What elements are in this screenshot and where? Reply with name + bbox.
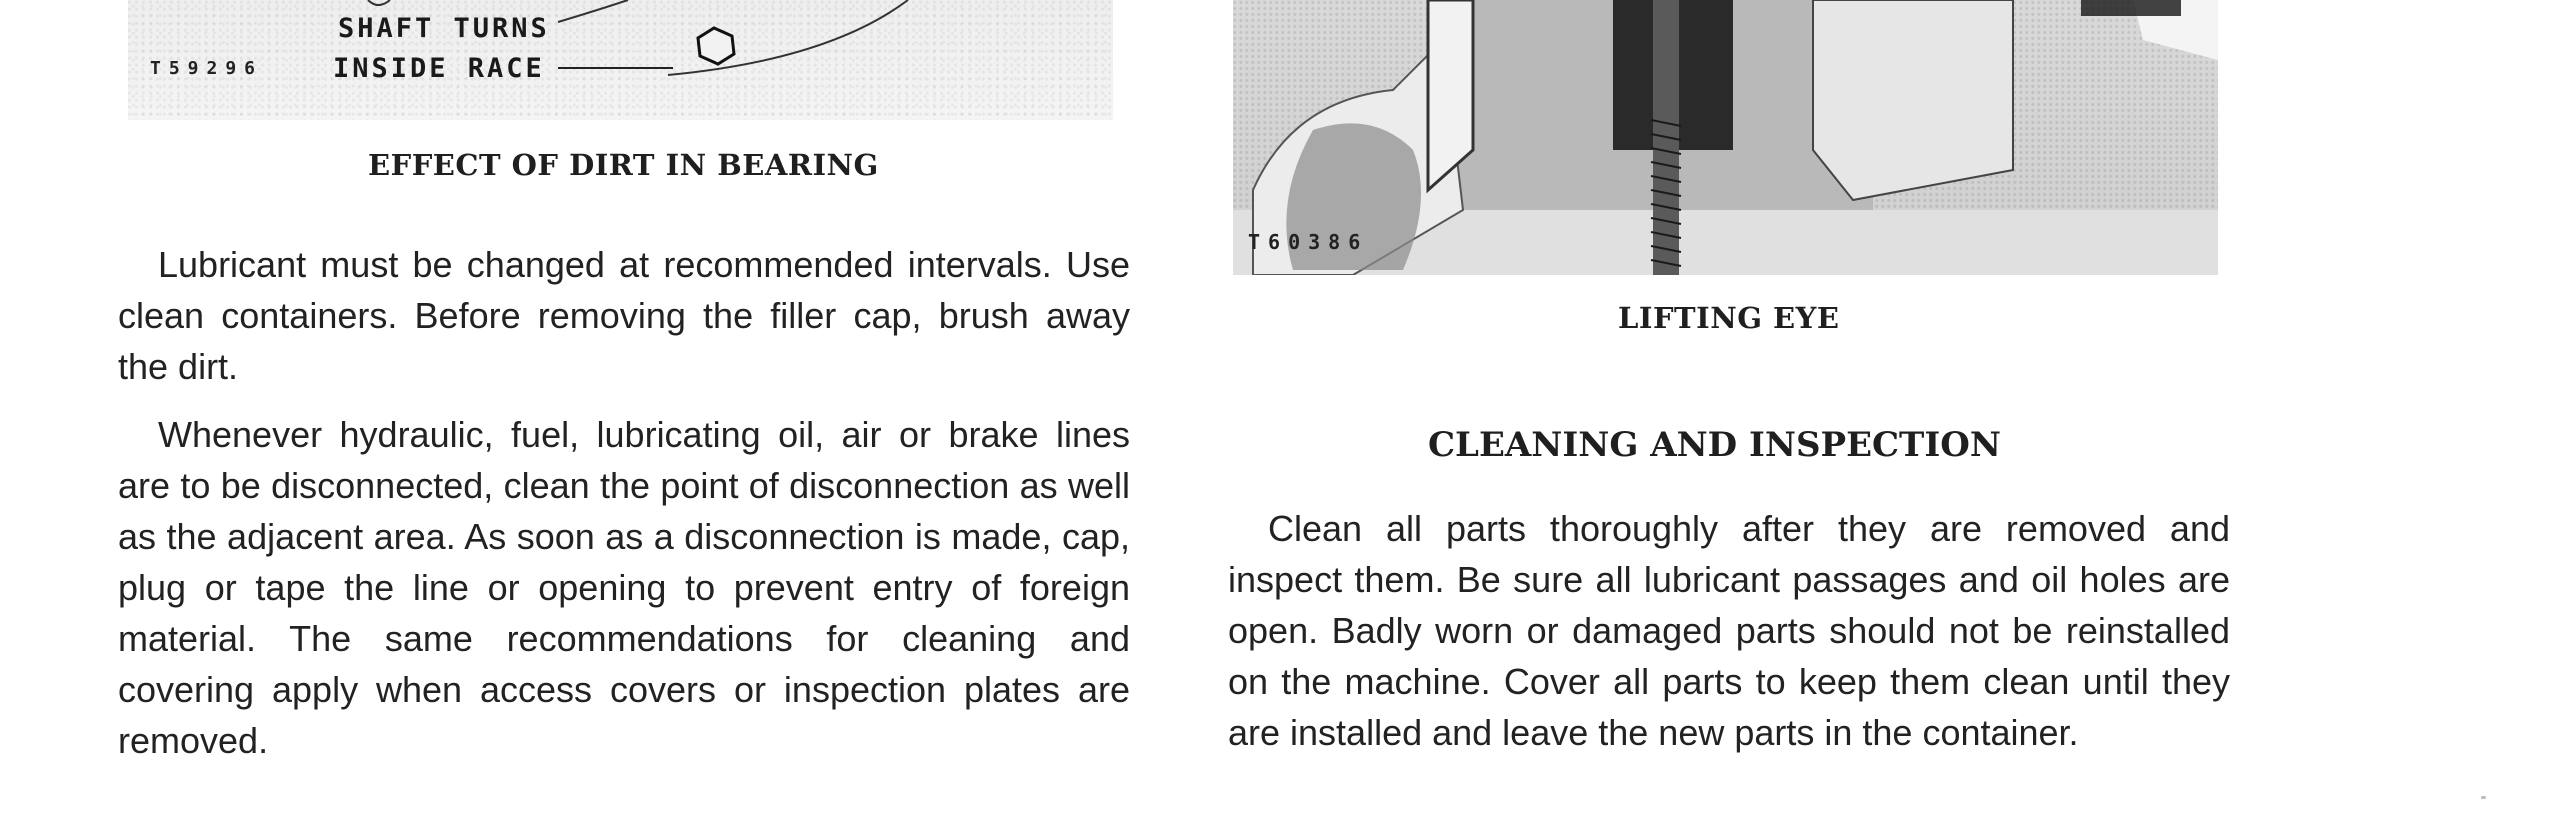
lifting-eye-drawing [1233, 0, 2218, 275]
page-speck [2481, 796, 2486, 799]
bearing-illustration [128, 0, 1113, 120]
caption-effect-of-dirt: EFFECT OF DIRT IN BEARING [368, 148, 879, 182]
shaft-turns-label: SHAFT TURNS [338, 13, 550, 44]
paragraph-disconnection: Whenever hydraulic, fuel, lubricating oil, air or brake lines are to be disconnected, clean the point of disconnection as well as the adjacent area. As soon as a disconnection is made, cap, plug or tape the line or opening to prevent entry of foreign material. The same recommendations for cleaning and covering apply when access covers or inspection plates are removed. [118, 414, 1130, 761]
paragraph-lubricant: Lubricant must be changed at recommended intervals. Use clean containers. Before removing the filler cap, brush away the dirt. [118, 244, 1130, 387]
figure-code-right: T60386 [1248, 230, 1369, 254]
bearing-drawing [128, 0, 1113, 120]
paragraph-cleaning: Clean all parts thoroughly after they are removed and inspect them. Be sure all lubricant passages and oil holes are open. Badly worn or damaged parts should not be reinstalled on the machine. Cover all parts to keep them clean until they are installed and leave the new parts in the container. [1228, 508, 2230, 753]
caption-lifting-eye: LIFTING EYE [1618, 301, 1840, 335]
figure-code-left: T59296 [150, 58, 264, 79]
section-heading-cleaning: CLEANING AND INSPECTION [1428, 425, 2001, 465]
inside-race-label: INSIDE RACE [333, 53, 545, 84]
lifting-eye-photo [1233, 0, 2218, 275]
